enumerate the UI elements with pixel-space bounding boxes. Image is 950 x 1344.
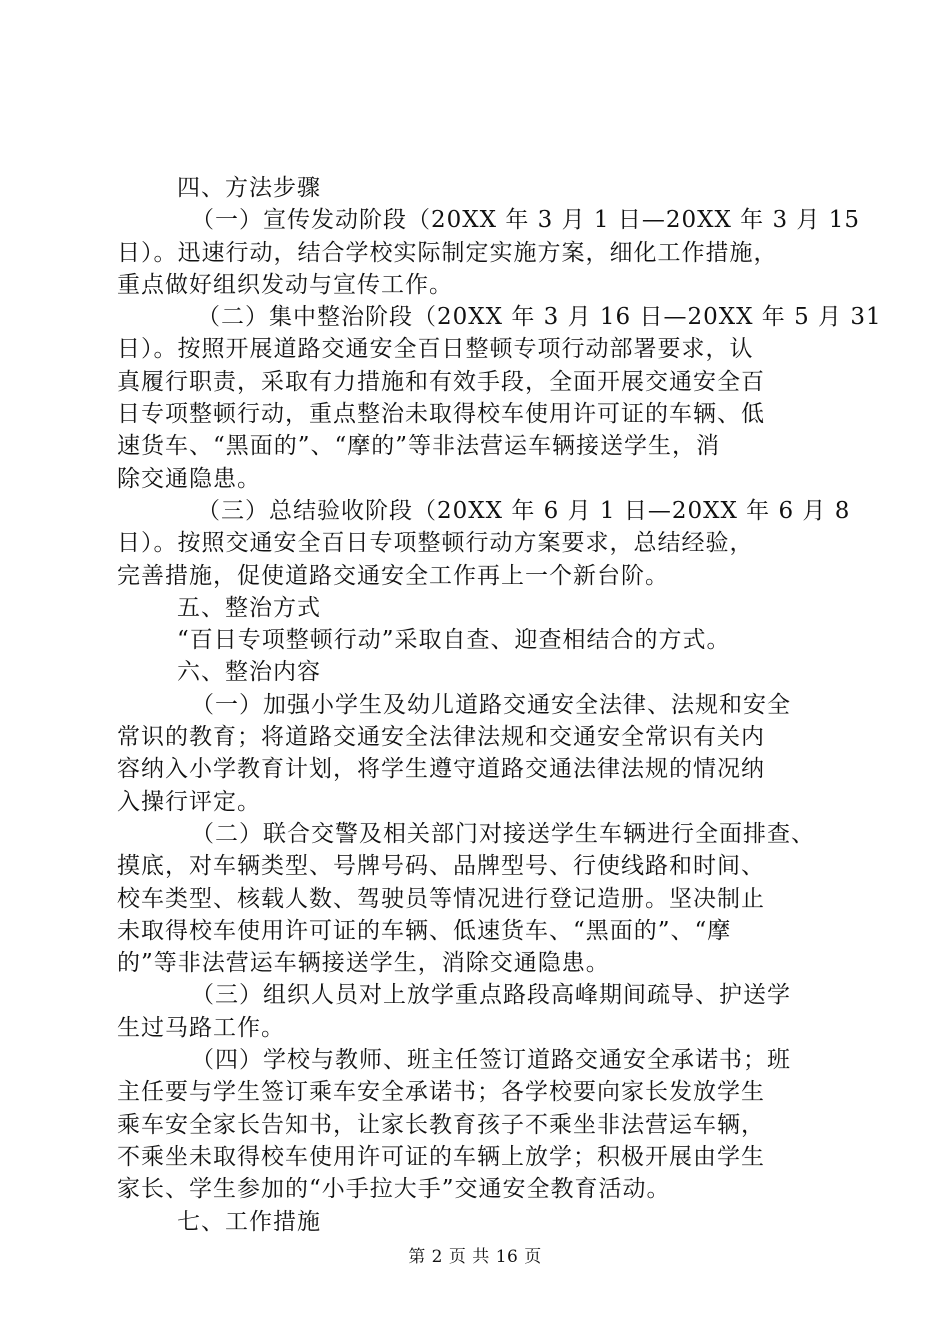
page-number-footer: 第 2 页 共 16 页 — [408, 1247, 542, 1267]
paragraph-line: 不乘坐未取得校车使用许可证的车辆上放学；积极开展由学生 — [117, 1143, 765, 1170]
paragraph-line: 摸底，对车辆类型、号牌号码、品牌型号、行使线路和时间、 — [117, 853, 765, 880]
paragraph-line: （三）总结验收阶段（20XX 年 6 月 1 日—20XX 年 6 月 8 — [197, 497, 851, 524]
paragraph-line: （三）组织人员对上放学重点路段高峰期间疏导、护送学 — [191, 982, 791, 1009]
section-heading-approach: 五、整治方式 — [177, 594, 321, 621]
paragraph-line: 未取得校车使用许可证的车辆、低速货车、“黑面的”、“摩 — [117, 917, 732, 944]
document-body — [117, 172, 882, 1238]
paragraph-line: 日）。迅速行动，结合学校实际制定实施方案，细化工作措施， — [117, 239, 778, 266]
paragraph-line: 常识的教育；将道路交通安全法律法规和交通安全常识有关内 — [117, 724, 765, 751]
paragraph-line: 重点做好组织发动与宣传工作。 — [117, 271, 453, 298]
paragraph-line: 生过马路工作。 — [117, 1014, 285, 1041]
section-heading-content: 六、整治内容 — [177, 659, 321, 686]
section-heading-methods: 四、方法步骤 — [177, 175, 321, 201]
paragraph-line: 主任要与学生签订乘车安全承诺书；各学校要向家长发放学生 — [117, 1079, 765, 1106]
paragraph-line: 速货车、“黑面的”、“摩的”等非法营运车辆接送学生，消 — [117, 433, 721, 460]
paragraph-line: 日专项整顿行动，重点整治未取得校车使用许可证的车辆、低 — [117, 401, 765, 428]
paragraph-line: 真履行职责，采取有力措施和有效手段，全面开展交通安全百 — [117, 368, 765, 395]
section-heading-measures: 七、工作措施 — [177, 1208, 321, 1235]
paragraph-line: 日）。按照开展道路交通安全百日整顿专项行动部署要求，认 — [117, 336, 754, 363]
paragraph-line: 日）。按照交通安全百日专项整顿行动方案要求，总结经验， — [117, 530, 754, 557]
paragraph-line: （二）联合交警及相关部门对接送学生车辆进行全面排查、 — [191, 820, 815, 847]
paragraph-line: （四）学校与教师、班主任签订道路交通安全承诺书；班 — [191, 1047, 791, 1074]
paragraph-line: （二）集中整治阶段（20XX 年 3 月 16 日—20XX 年 5 月 31 — [197, 304, 882, 331]
paragraph-line: （一）加强小学生及幼儿道路交通安全法律、法规和安全 — [191, 691, 791, 718]
paragraph-line: 除交通隐患。 — [117, 465, 261, 492]
paragraph-line: 家长、学生参加的“小手拉大手”交通安全教育活动。 — [117, 1176, 671, 1203]
paragraph-line: “百日专项整顿行动”采取自查、迎查相结合的方式。 — [177, 627, 731, 654]
paragraph-line: 容纳入小学教育计划，将学生遵守道路交通法律法规的情况纳 — [117, 756, 765, 783]
paragraph-line: 入操行评定。 — [117, 788, 261, 815]
paragraph-line: 乘车安全家长告知书，让家长教育孩子不乘坐非法营运车辆， — [117, 1111, 765, 1138]
paragraph-line: 校车类型、核载人数、驾驶员等情况进行登记造册。坚决制止 — [117, 885, 765, 912]
paragraph-line: 完善措施，促使道路交通安全工作再上一个新台阶。 — [117, 562, 669, 589]
paragraph-line: （一）宣传发动阶段（20XX 年 3 月 1 日—20XX 年 3 月 15 — [191, 207, 860, 234]
paragraph-line: 的”等非法营运车辆接送学生，消除交通隐患。 — [117, 950, 610, 977]
